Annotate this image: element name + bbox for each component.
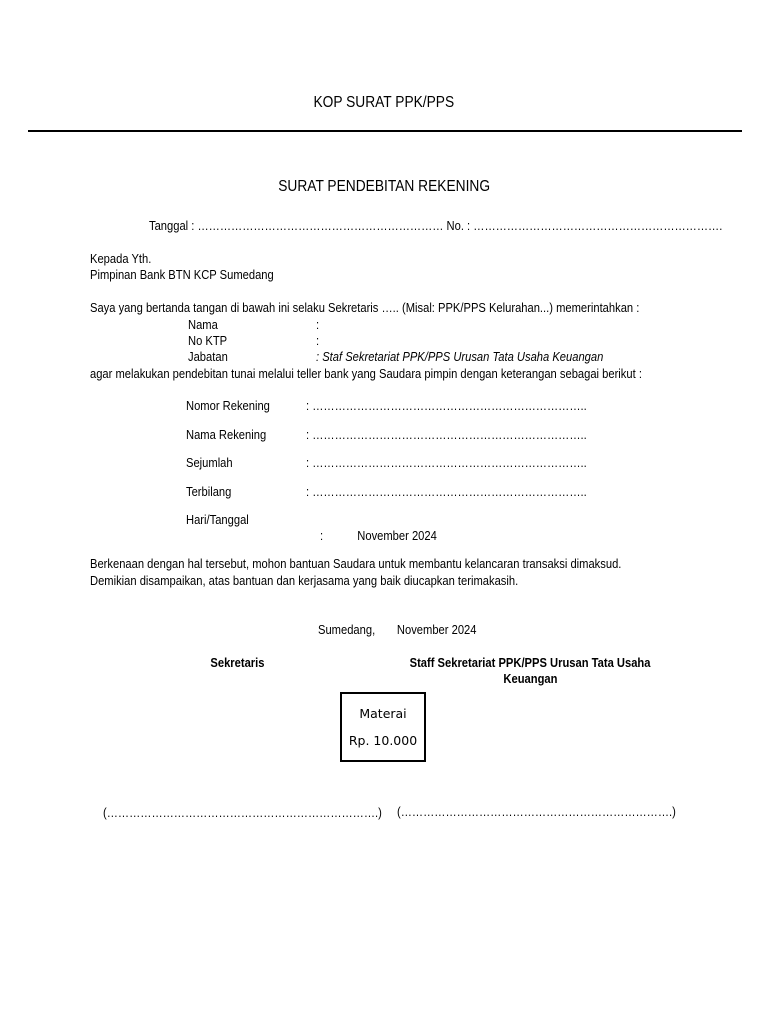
signer-right-title-line-2 <box>380 671 680 687</box>
detail-value-text: : November 2024 <box>320 528 438 543</box>
signature-line-right <box>397 804 721 820</box>
detail-label-text: Nama Rekening <box>186 427 267 442</box>
identity-value-text: : <box>316 333 320 348</box>
materai-stamp-box <box>340 692 426 762</box>
identity-label-no-ktp <box>188 333 234 349</box>
stamp-label: Materai <box>359 706 407 721</box>
place-date-text: Sumedang, November 2024 <box>318 622 477 637</box>
signer-right-title-text: Staff Sekretariat PPK/PPS Urusan Tata Usaha <box>409 655 651 670</box>
detail-label-hari-tanggal <box>186 512 259 528</box>
identity-value-jabatan <box>316 349 650 365</box>
identity-label-jabatan <box>188 349 234 365</box>
signature-line-left <box>103 805 427 821</box>
stamp-amount: Rp. 10.000 <box>348 733 418 748</box>
identity-label-text: No KTP <box>188 333 228 348</box>
detail-label-text: Terbilang <box>186 484 232 499</box>
recipient-name <box>90 267 304 283</box>
detail-value-text: : ……………………………………………………………….. <box>306 484 587 499</box>
detail-label-nomor-rekening <box>186 398 284 414</box>
detail-label-text: Sejumlah <box>186 455 233 470</box>
detail-value-sejumlah <box>306 455 632 471</box>
identity-label-nama <box>188 317 223 333</box>
date-number-text: Tanggal : ………………………………………………………… No. : …………………………………………………………. <box>149 218 723 233</box>
letter-title-text: SURAT PENDEBITAN REKENING <box>278 178 490 195</box>
instruction-paragraph <box>90 366 732 382</box>
detail-value-text: : ……………………………………………………………….. <box>306 455 587 470</box>
identity-value-no-ktp <box>316 333 320 349</box>
detail-label-sejumlah <box>186 455 240 471</box>
detail-label-terbilang <box>186 484 239 500</box>
letterhead <box>0 93 768 113</box>
intro-text: Saya yang bertanda tangan di bawah ini selaku Sekretaris ….. (Misal: PPK/PPS Kelurahan...) memerintahkan : <box>90 300 640 315</box>
detail-value-text: : ……………………………………………………………….. <box>306 427 587 442</box>
instruction-text: agar melakukan pendebitan tunai melalui teller bank yang Saudara pimpin dengan keterangan sebagai berikut : <box>90 366 642 381</box>
identity-label-text: Jabatan <box>188 349 228 364</box>
signer-left-title-text: Sekretaris <box>209 655 265 670</box>
recipient-greeting <box>90 251 161 267</box>
identity-value-nama <box>316 317 320 333</box>
signature-line-text: (……………………………………………………………….) <box>103 805 382 820</box>
signature-line-text: (……………………………………………………………….) <box>397 804 676 819</box>
letter-title <box>0 177 768 197</box>
intro-paragraph <box>90 300 729 316</box>
detail-label-text: Nomor Rekening <box>186 398 270 413</box>
signer-left-title <box>180 655 294 671</box>
date-number-line <box>149 218 768 234</box>
detail-value-nomor-rekening <box>306 398 632 414</box>
closing-line-1 <box>90 556 708 572</box>
letterhead-text: KOP SURAT PPK/PPS <box>313 94 455 111</box>
signer-right-title-line-1 <box>380 655 680 671</box>
identity-value-text: : Staf Sekretariat PPK/PPS Urusan Tata Usaha Keuangan <box>316 349 604 364</box>
identity-label-text: Nama <box>188 317 218 332</box>
detail-label-text: Hari/Tanggal <box>186 512 249 527</box>
detail-value-text: : ……………………………………………………………….. <box>306 398 587 413</box>
closing-line-2 <box>90 573 588 589</box>
detail-value-nama-rekening <box>306 427 632 443</box>
detail-value-hari-tanggal <box>306 512 456 560</box>
recipient-greeting-text: Kepada Yth. <box>90 251 152 266</box>
closing-text: Berkenaan dengan hal tersebut, mohon bantuan Saudara untuk membantu kelancaran transaksi dimaksud. <box>90 556 622 571</box>
letterhead-divider <box>28 130 742 132</box>
detail-label-nama-rekening <box>186 427 279 443</box>
detail-value-terbilang <box>306 484 632 500</box>
identity-value-text: : <box>316 317 320 332</box>
signer-right-title-text: Keuangan <box>502 671 558 686</box>
recipient-name-text: Pimpinan Bank BTN KCP Sumedang <box>90 267 274 282</box>
closing-text: Demikian disampaikan, atas bantuan dan kerjasama yang baik diucapkan terimakasih. <box>90 573 519 588</box>
place-date <box>304 606 503 654</box>
